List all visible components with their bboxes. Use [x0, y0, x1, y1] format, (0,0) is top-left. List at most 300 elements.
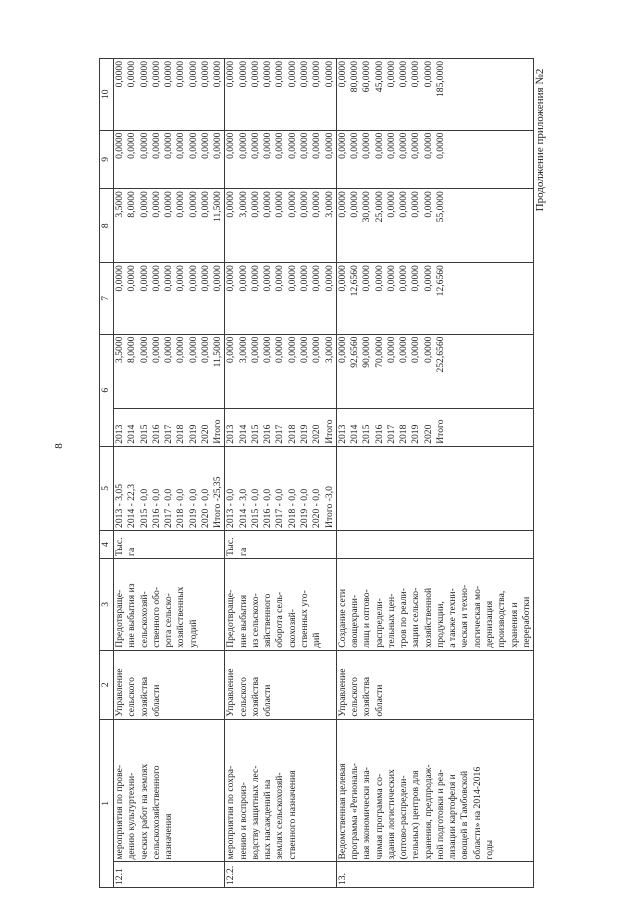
row-number-cell: 12.1 [114, 862, 225, 888]
federal-funding-cell [114, 263, 225, 334]
local-funding-cell [336, 130, 533, 189]
cell-line: водству защитных лес- [249, 765, 261, 860]
cell-line: мероприятия по сохра- [225, 765, 237, 860]
cell-line: 0,0000 [336, 336, 348, 363]
cell-line: ная экономически зна- [361, 767, 373, 860]
cell-line: 2018 - 0,0 [286, 488, 298, 528]
cell-line: 2015 [249, 424, 261, 444]
cell-line: а также техни- [447, 588, 459, 648]
header-cell: 2 [100, 650, 114, 719]
cell-line: 2014 - 3,0 [237, 488, 249, 528]
cell-line: 0,0000 [311, 336, 323, 363]
cell-line: годы [483, 839, 495, 860]
federal-funding-cell [336, 263, 533, 334]
cell-line: чимая программа со- [373, 773, 385, 860]
cell-line: 0,0000 [323, 61, 335, 88]
cell-line: 60,0000 [361, 61, 373, 93]
cell-line: Тыс. [114, 537, 125, 556]
unit-cell [336, 530, 533, 558]
cell-line: 0,0000 [175, 265, 187, 292]
cell-line: 0,0000 [212, 132, 224, 159]
cell-line: 0,0000 [175, 336, 187, 363]
cell-line: Предотвраще- [225, 589, 237, 648]
cell-line: 0,0000 [311, 265, 323, 292]
cell-line: области [262, 684, 274, 717]
cell-line: 2016 - 0,0 [150, 488, 162, 528]
cell-line: Создание сети [336, 588, 348, 648]
total-funding-cell [225, 334, 336, 408]
cell-line: из сельскохо- [249, 593, 261, 648]
extrabudget-funding-cell [225, 59, 336, 131]
cell-line: 0,0000 [373, 265, 385, 292]
cell-line: ние выбытия [237, 594, 249, 648]
cell-line: 0,0000 [212, 265, 224, 292]
cell-line: 0,0000 [298, 61, 310, 88]
cell-line: 2018 [175, 424, 187, 444]
cell-line: 2014 [126, 424, 138, 444]
cell-line: 0,0000 [150, 61, 162, 88]
cell-line: 3,0000 [237, 191, 249, 218]
header-cell: 1 [100, 719, 114, 887]
cell-line: Управление [225, 668, 237, 717]
cell-line: 0,0000 [262, 61, 274, 88]
cell-line: 0,0000 [298, 191, 310, 218]
cell-line: хозяйства [138, 676, 150, 717]
unit-cell [225, 530, 336, 558]
cell-line: 2015 [361, 424, 373, 444]
cell-line: 0,0000 [286, 336, 298, 363]
cell-line: 2018 [286, 424, 298, 444]
cell-line: 0,0000 [199, 132, 211, 159]
cell-line: программа «Региональ- [349, 763, 361, 860]
executor-cell [114, 650, 225, 719]
cell-line: 0,0000 [398, 191, 410, 218]
cell-line: области [150, 684, 162, 717]
cell-line: 0,0000 [114, 61, 125, 88]
cell-line: 0,0000 [262, 191, 274, 218]
total-funding-cell [114, 334, 225, 408]
cell-line: 0,0000 [286, 132, 298, 159]
cell-line: 0,0000 [262, 265, 274, 292]
executor-cell [336, 650, 533, 719]
cell-line: 0,0000 [199, 265, 211, 292]
year-cell [336, 408, 533, 446]
year-cell [225, 408, 336, 446]
cell-line: 2017 - 0,0 [163, 488, 175, 528]
cell-line: здания логистических [385, 769, 397, 860]
cell-line: ческая и техно- [459, 584, 471, 648]
cell-line: 70,0000 [373, 336, 385, 368]
cell-line: 0,0000 [237, 132, 249, 159]
cell-line: 0,0000 [422, 61, 434, 88]
cell-line: 0,0000 [199, 191, 211, 218]
cell-line: 0,0000 [249, 265, 261, 292]
cell-line: ние выбытия из [126, 583, 138, 648]
cell-line: Итого -3,0 [323, 486, 335, 528]
cell-line: 0,0000 [249, 61, 261, 88]
header-cell: 3 [100, 558, 114, 650]
cell-line: 2017 [385, 424, 397, 444]
cell-line: 0,0000 [225, 61, 237, 88]
cell-line: 0,0000 [298, 265, 310, 292]
cell-line: 2020 [199, 424, 211, 444]
cell-line: хранения, предпродаж- [422, 764, 434, 860]
cell-line: 0,0000 [398, 336, 410, 363]
cell-line: 0,0000 [385, 132, 397, 159]
cell-line: области» на 2014-2016 [471, 766, 483, 860]
cell-line: Итого [434, 419, 446, 444]
cell-line: хозяйства [249, 676, 261, 717]
cell-line: тельных цен- [385, 593, 397, 648]
cell-line: 2015 [138, 424, 150, 444]
cell-line: 11,5000 [212, 191, 224, 222]
cell-line: ственного обо- [150, 586, 162, 648]
year-cell [114, 408, 225, 446]
regional-funding-cell [114, 189, 225, 263]
cell-line: 2016 [373, 424, 385, 444]
cell-line: 2014 [349, 424, 361, 444]
cell-line: 2017 [163, 424, 175, 444]
cell-line: 0,0000 [410, 132, 422, 159]
cell-line: 2019 [187, 424, 199, 444]
indicator-cell [114, 558, 225, 650]
table-row [114, 59, 225, 888]
cell-line: 0,0000 [422, 265, 434, 292]
cell-line: овощей в Тамбовской [459, 770, 471, 860]
cell-line: 2018 - 0,0 [175, 488, 187, 528]
cell-line: 0,0000 [187, 191, 199, 218]
cell-line: 2017 [274, 424, 286, 444]
cell-line: 0,0000 [336, 132, 348, 159]
activity-name-cell [336, 719, 533, 862]
cell-line: 0,0000 [150, 132, 162, 159]
cell-line: 0,0000 [311, 132, 323, 159]
cell-line: ческих работ на землях [138, 763, 150, 860]
cell-line: 80,0000 [349, 61, 361, 93]
cell-line: землях сельскохозяй- [274, 772, 286, 860]
cell-line: 0,0000 [385, 191, 397, 218]
row-number-cell: 12.2. [225, 862, 336, 888]
header-cell: 10 [100, 59, 114, 131]
header-cell: 4 [100, 530, 114, 558]
cell-line: 3,0000 [237, 336, 249, 363]
cell-line: 12,6560 [349, 265, 361, 297]
cell-line: 0,0000 [274, 132, 286, 159]
cell-line: 0,0000 [274, 191, 286, 218]
cell-line: 30,0000 [361, 191, 373, 223]
cell-line: сельского [126, 677, 138, 717]
cell-line: 0,0000 [150, 336, 162, 363]
cell-line: 2016 [262, 424, 274, 444]
cell-line: 0,0000 [212, 61, 224, 88]
cell-line: сельского [237, 677, 249, 717]
cell-line: 0,0000 [410, 61, 422, 88]
cell-line: 3,5000 [114, 191, 125, 218]
cell-line: 0,0000 [385, 336, 397, 363]
cell-line: 0,0000 [410, 265, 422, 292]
local-funding-cell [114, 130, 225, 189]
cell-line: ственных уго- [298, 590, 310, 648]
cell-line: 90,0000 [361, 336, 373, 368]
cell-line: 0,0000 [225, 336, 237, 363]
cell-line: 0,0000 [286, 61, 298, 88]
cell-line: 0,0000 [187, 336, 199, 363]
cell-line: 0,0000 [323, 132, 335, 159]
cell-line: хозяйства [361, 676, 373, 717]
cell-line: 0,0000 [373, 132, 385, 159]
cell-line: ственного назначения [286, 770, 298, 860]
cell-line: 0,0000 [138, 191, 150, 218]
program-table [99, 58, 534, 888]
cell-line: лищ и оптово- [361, 589, 373, 648]
cell-line: 0,0000 [298, 336, 310, 363]
cell-line: лизации картофеля и [447, 774, 459, 860]
cell-line: дению культуртехни- [126, 772, 138, 860]
cell-line: 3,5000 [114, 336, 125, 363]
cell-line: 8,0000 [126, 191, 138, 218]
cell-line: зации сельско- [410, 587, 422, 648]
cell-line: 25,0000 [373, 191, 385, 223]
target-values-cell [336, 446, 533, 530]
cell-line: Итого [212, 419, 224, 444]
cell-line: 2020 - 0,0 [199, 488, 211, 528]
cell-line: области [373, 684, 385, 717]
cell-line: 0,0000 [163, 132, 175, 159]
cell-line: 2020 [422, 424, 434, 444]
federal-funding-cell [225, 263, 336, 334]
cell-line: 2014 [237, 424, 249, 444]
cell-line: 0,0000 [422, 191, 434, 218]
cell-line: 0,0000 [336, 191, 348, 218]
cell-line: 2020 [311, 424, 323, 444]
cell-line: 0,0000 [163, 61, 175, 88]
page-number: 8 [52, 443, 65, 449]
cell-line: 0,0000 [410, 191, 422, 218]
cell-line: рота сельско- [163, 593, 175, 648]
cell-line: 0,0000 [336, 265, 348, 292]
cell-line: 0,0000 [225, 132, 237, 159]
cell-line: 0,0000 [323, 265, 335, 292]
extrabudget-funding-cell [114, 59, 225, 131]
cell-line: 0,0000 [126, 61, 138, 88]
cell-line: 2019 - 0,0 [298, 488, 310, 528]
cell-line: 2013 - 0,0 [225, 488, 237, 528]
target-values-cell [225, 446, 336, 530]
cell-line: 92,6560 [349, 336, 361, 368]
cell-line: га [237, 547, 249, 556]
cell-line: 2013 [336, 424, 348, 444]
cell-line: 0,0000 [126, 132, 138, 159]
cell-line: 0,0000 [274, 336, 286, 363]
cell-line: 0,0000 [138, 336, 150, 363]
cell-line: 0,0000 [199, 336, 211, 363]
cell-line: 0,0000 [398, 132, 410, 159]
cell-line: 0,0000 [225, 265, 237, 292]
unit-cell [114, 530, 225, 558]
cell-line: дий [311, 632, 323, 648]
cell-line: 0,0000 [175, 61, 187, 88]
cell-line: 0,0000 [298, 132, 310, 159]
cell-line: 252,6560 [434, 336, 446, 373]
cell-line: 2020 - 0,0 [311, 488, 323, 528]
cell-line: 0,0000 [150, 265, 162, 292]
cell-line: 0,0000 [262, 336, 274, 363]
cell-line: 0,0000 [274, 265, 286, 292]
header-cell: 9 [100, 130, 114, 189]
cell-line: Управление [336, 668, 348, 717]
cell-line: ных насаждений на [262, 779, 274, 860]
target-values-cell [114, 446, 225, 530]
cell-line: 0,0000 [286, 191, 298, 218]
cell-line: 0,0000 [385, 265, 397, 292]
cell-line: 0,0000 [249, 191, 261, 218]
cell-line: га [126, 547, 138, 556]
cell-line: сельского [349, 677, 361, 717]
cell-line: 0,0000 [163, 191, 175, 218]
cell-line: тельных) центров для [410, 770, 422, 860]
cell-line: 55,0000 [434, 191, 446, 223]
cell-line: распредели- [373, 598, 385, 648]
cell-line: 0,0000 [175, 132, 187, 159]
cell-line: 0,0000 [249, 132, 261, 159]
regional-funding-cell [225, 189, 336, 263]
cell-line: оборота сель- [274, 591, 286, 648]
cell-line: 2015 - 0,0 [249, 488, 261, 528]
cell-line: тров по реали- [398, 588, 410, 648]
table-row [225, 59, 336, 888]
cell-line: 0,0000 [187, 132, 199, 159]
cell-line: 0,0000 [361, 265, 373, 292]
cell-line: 2016 - 0,0 [262, 488, 274, 528]
cell-line: хозяйственных [175, 586, 187, 648]
header-cell: 8 [100, 189, 114, 263]
cell-line: сельскохозяй- [138, 591, 150, 648]
cell-line: 0,0000 [138, 61, 150, 88]
cell-line: 2019 - 0,0 [187, 488, 199, 528]
header-cell: 7 [100, 263, 114, 334]
cell-line: 0,0000 [274, 61, 286, 88]
row-number-cell: 13. [336, 862, 533, 888]
cell-line: 0,0000 [349, 191, 361, 218]
cell-line: хозяйственной [422, 587, 434, 648]
header-cell: 5 [100, 446, 114, 530]
total-funding-cell [336, 334, 533, 408]
indicator-cell [336, 558, 533, 650]
cell-line: логическая мо- [471, 585, 483, 648]
cell-line: мероприятия по прове- [114, 764, 125, 860]
extrabudget-funding-cell [336, 59, 533, 131]
indicator-cell [225, 558, 336, 650]
cell-line: 2018 [398, 424, 410, 444]
cell-line: 0,0000 [311, 61, 323, 88]
cell-line: 0,0000 [114, 132, 125, 159]
cell-line: 0,0000 [361, 132, 373, 159]
cell-line: 0,0000 [398, 61, 410, 88]
cell-line: 2013 - 3,05 [114, 483, 125, 528]
executor-cell [225, 650, 336, 719]
cell-line: 0,0000 [138, 265, 150, 292]
cell-line: производства, [496, 590, 508, 648]
cell-line: 0,0000 [175, 191, 187, 218]
cell-line: переработки [520, 596, 532, 648]
cell-line: 0,0000 [336, 61, 348, 88]
cell-line: 0,0000 [126, 265, 138, 292]
local-funding-cell [225, 130, 336, 189]
cell-line: скохозяй- [286, 609, 298, 648]
cell-line: (оптово-распредели- [398, 775, 410, 860]
cell-line: 0,0000 [225, 191, 237, 218]
cell-line: Предотвраще- [114, 589, 125, 648]
header-cell: 6 [100, 334, 114, 446]
cell-line: 0,0000 [410, 336, 422, 363]
cell-line: 0,0000 [237, 61, 249, 88]
cell-line: 0,0000 [262, 132, 274, 159]
cell-line: 0,0000 [286, 265, 298, 292]
cell-line: 2019 [410, 424, 422, 444]
cell-line: 0,0000 [163, 265, 175, 292]
cell-line: Ведомственная целевая [336, 763, 348, 860]
cell-line: 0,0000 [163, 336, 175, 363]
cell-line: 0,0000 [398, 265, 410, 292]
table-row [336, 59, 533, 888]
cell-line: 0,0000 [249, 336, 261, 363]
cell-line: 12,6560 [434, 265, 446, 297]
cell-line: 3,0000 [323, 336, 335, 363]
cell-line: 11,5000 [212, 336, 224, 368]
cell-line: 2016 [150, 424, 162, 444]
cell-line: 3,0000 [323, 191, 335, 218]
cell-line: назначения [163, 813, 175, 860]
cell-line: ной подготовки и реа- [434, 769, 446, 860]
cell-line: 0,0000 [422, 336, 434, 363]
cell-line: 0,0000 [422, 132, 434, 159]
cell-line: 0,0000 [187, 265, 199, 292]
cell-line: 0,0000 [385, 61, 397, 88]
cell-line: Итого -25,35 [212, 476, 224, 528]
cell-line: зяйственного [262, 593, 274, 648]
cell-line: 185,0000 [434, 61, 446, 97]
cell-line: хранения и [508, 602, 520, 648]
cell-line: нению и воспроиз- [237, 782, 249, 860]
header-row [100, 59, 114, 888]
cell-line: 0,0000 [187, 61, 199, 88]
cell-line: 2015 - 0,0 [138, 488, 150, 528]
cell-line: 0,0000 [434, 132, 446, 159]
cell-line: 2014 - 22,3 [126, 483, 138, 528]
cell-line: 2013 [225, 424, 237, 444]
cell-line: 0,0000 [138, 132, 150, 159]
table-sheet [99, 58, 532, 888]
appendix-caption: Продолжение приложения №2 [534, 68, 546, 212]
activity-name-cell [225, 719, 336, 862]
cell-line: 0,0000 [237, 265, 249, 292]
cell-line: 2019 [298, 424, 310, 444]
cell-line: Управление [114, 668, 125, 717]
activity-name-cell [114, 719, 225, 862]
cell-line: 8,0000 [126, 336, 138, 363]
cell-line: 0,0000 [150, 191, 162, 218]
cell-line: продукции, [434, 601, 446, 648]
cell-line: 0,0000 [311, 191, 323, 218]
cell-line: 2013 [114, 424, 125, 444]
cell-line: 45,0000 [373, 61, 385, 93]
cell-line: овощехрани- [349, 594, 361, 648]
cell-line: сельскохозяйственного [150, 765, 162, 860]
cell-line: 0,0000 [349, 132, 361, 159]
cell-line: 0,0000 [114, 265, 125, 292]
cell-line: угодий [187, 619, 199, 648]
cell-line: Итого [323, 419, 335, 444]
